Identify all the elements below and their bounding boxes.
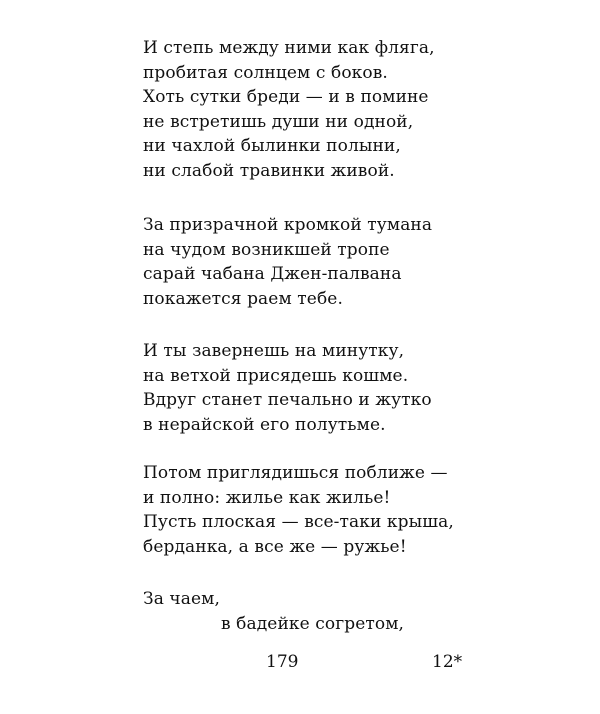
- poem-line: берданка, а все же — ружье!: [143, 536, 407, 557]
- poem-stanza-4: [143, 461, 454, 559]
- poem-line: в нерайской его полутьме.: [143, 414, 386, 435]
- poem-line: на чудом возникшей тропе: [143, 239, 390, 260]
- poem-stanza-5: [143, 587, 404, 636]
- poem-line: И степь между ними как фляга,: [143, 38, 435, 58]
- poem-line: и полно: жилье как жилье!: [143, 487, 391, 508]
- poem-line: За чаем,: [143, 589, 220, 609]
- page-number: 179: [266, 652, 299, 672]
- poem-line: покажется раем тебе.: [143, 288, 343, 309]
- signature-mark: 12*: [432, 652, 463, 672]
- poem-line: ни слабой травинки живой.: [143, 160, 395, 181]
- poem-line-indented: в бадейке согретом,: [221, 613, 405, 634]
- poem-line: Хоть сутки бреди — и в помине: [143, 87, 429, 107]
- poem-line: ни чахлой былинки полыни,: [143, 136, 401, 156]
- poem-stanza-1: [143, 36, 435, 183]
- poem-line: И ты завернешь на минутку,: [143, 341, 405, 361]
- poem-line: на ветхой присядешь кошме.: [143, 365, 409, 386]
- poem-line: сарай чабана Джен-палвана: [143, 264, 402, 284]
- poem-line: Пусть плоская — все-таки крыша,: [143, 512, 454, 532]
- poem-line: пробитая солнцем с боков.: [143, 62, 388, 83]
- poem-stanza-2: [143, 213, 432, 311]
- poem-line: За призрачной кромкой тумана: [143, 215, 433, 235]
- poem-line: Потом приглядишься поближе —: [143, 463, 448, 483]
- poem-stanza-3: [143, 339, 432, 437]
- poem-line: не встретишь души ни одной,: [143, 111, 414, 132]
- poem-line: Вдруг станет печально и жутко: [143, 390, 432, 410]
